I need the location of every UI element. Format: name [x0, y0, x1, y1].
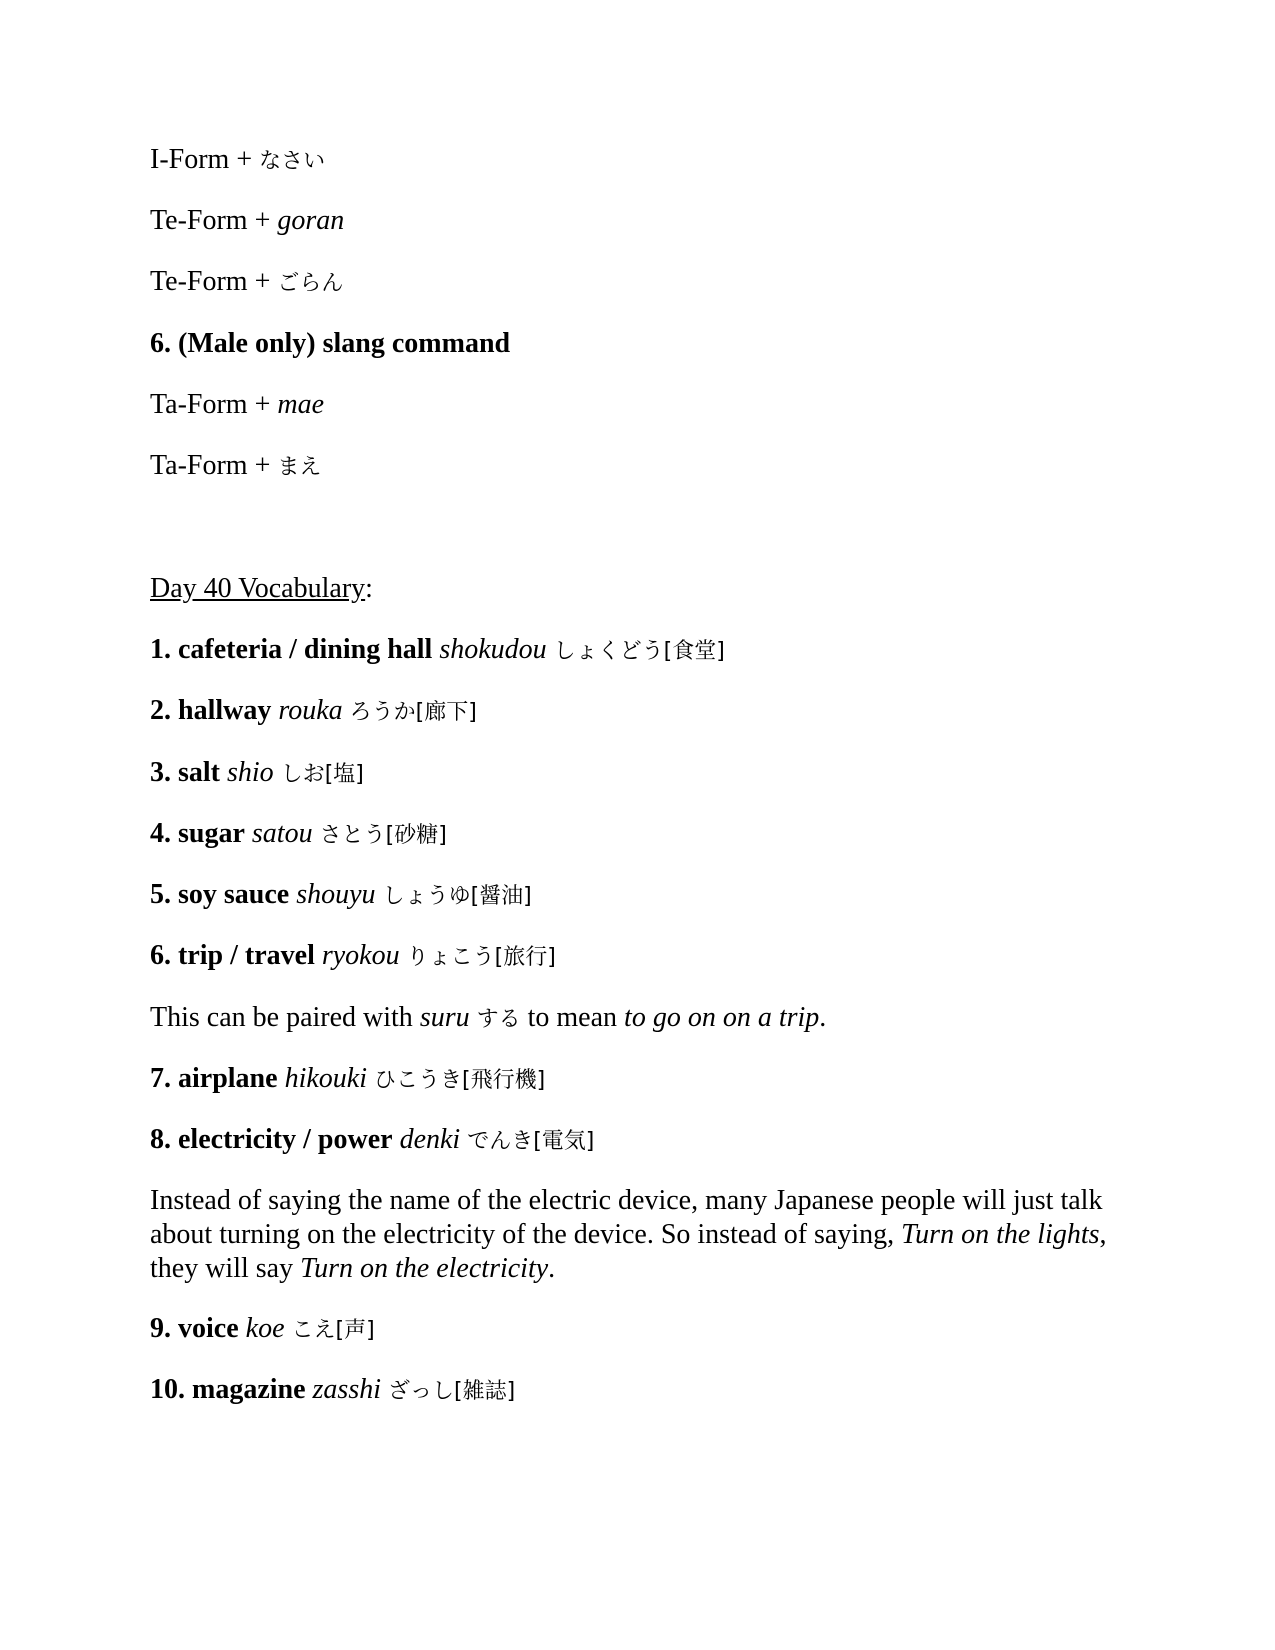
vocab-kana: りょこう [406, 945, 495, 970]
form-label: Ta-Form + [150, 389, 278, 420]
vocab-romaji: rouka [278, 695, 343, 726]
vocab-english: magazine [192, 1374, 306, 1405]
vocab-english: hallway [178, 695, 272, 726]
vocab-english: sugar [178, 818, 245, 849]
form-label: Te-Form + [150, 205, 278, 236]
vocab-romaji: shouyu [296, 879, 376, 910]
vocab-kanji: [旅行] [494, 945, 556, 970]
vocab-kana: しょくどう [553, 639, 664, 664]
vocab-kanji: [食堂] [663, 639, 725, 664]
vocab-item [150, 1373, 515, 1409]
form-kana: なさい [259, 149, 326, 174]
teform-romaji-line [150, 204, 344, 238]
note-text: . [819, 1002, 827, 1033]
vocab-romaji: koe [245, 1313, 285, 1344]
form-kana: まえ [277, 455, 322, 480]
vocab-item [150, 1123, 594, 1159]
vocab-number: 8. [150, 1124, 171, 1155]
vocab-number: 3. [150, 757, 171, 788]
vocab-kanji: [電気] [533, 1129, 595, 1154]
note-example: Turn on the lights [901, 1219, 1100, 1250]
form-romaji: mae [277, 389, 325, 420]
section-heading-6: 6. (Male only) slang command [150, 328, 511, 359]
vocab-item [150, 694, 477, 730]
note-meaning: to go on on a trip [624, 1002, 820, 1033]
vocab-romaji: shokudou [439, 634, 547, 665]
vocab-english: voice [178, 1313, 239, 1344]
vocab-item [150, 633, 725, 669]
vocab-number: 6. [150, 940, 171, 971]
vocab-item [150, 1312, 375, 1348]
vocab-kana: こえ [291, 1318, 336, 1343]
form-label: Ta-Form + [150, 450, 278, 481]
vocab-number: 10. [150, 1374, 185, 1405]
vocab-romaji: satou [251, 818, 313, 849]
vocab-kanji: [雑誌] [454, 1379, 516, 1404]
vocab-kanji: [塩] [324, 762, 364, 787]
vocab-kana: しお [280, 762, 325, 787]
vocab-kana: ひこうき [373, 1068, 462, 1093]
vocab-item [150, 939, 556, 975]
note-example: Turn on the electricity [300, 1253, 549, 1284]
vocab-number: 5. [150, 879, 171, 910]
vocab-number: 9. [150, 1313, 171, 1344]
form-label: I-Form + [150, 144, 260, 175]
note-text: . [548, 1253, 556, 1284]
vocab-kana: ざっし [388, 1379, 455, 1404]
vocab-number: 7. [150, 1063, 171, 1094]
vocab-romaji: shio [227, 757, 274, 788]
vocab-kanji: [飛行機] [462, 1068, 546, 1093]
vocab-kanji: [廊下] [415, 700, 477, 725]
vocab-item [150, 817, 447, 853]
vocab-kanji: [砂糖] [385, 823, 447, 848]
vocab-romaji: hikouki [284, 1063, 367, 1094]
vocab-item [150, 878, 532, 914]
note-text: Instead of saying the name of the electric device, many Japanese people will just talk about turning on the electricity of the device. So instead of saying, [150, 1185, 1103, 1250]
vocab-heading-text: Day 40 Vocabulary [150, 573, 366, 604]
vocab-english: salt [178, 757, 220, 788]
note-kana: する [476, 1007, 521, 1032]
note-text: , they will say [150, 1219, 1107, 1284]
iform-line [150, 143, 325, 179]
taform-romaji-line [150, 388, 324, 422]
form-kana: ごらん [277, 271, 344, 296]
vocab-number: 2. [150, 695, 171, 726]
vocab-kana: さとう [319, 823, 386, 848]
vocab-kana: しょうゆ [382, 884, 471, 909]
note-trip [150, 1001, 826, 1037]
note-romaji: suru [419, 1002, 470, 1033]
vocab-heading-colon: : [365, 573, 373, 604]
vocab-english: trip / travel [178, 940, 315, 971]
vocab-english: airplane [178, 1063, 278, 1094]
vocab-kanji: [声] [335, 1318, 375, 1343]
vocab-kanji: [醤油] [470, 884, 532, 909]
form-romaji: goran [277, 205, 345, 236]
vocab-romaji: zasshi [312, 1374, 381, 1405]
note-text: This can be paired with [150, 1002, 420, 1033]
vocab-romaji: ryokou [321, 940, 400, 971]
taform-kana-line [150, 449, 321, 485]
note-text: to mean [520, 1002, 625, 1033]
vocab-number: 4. [150, 818, 171, 849]
vocab-english: cafeteria / dining hall [178, 634, 433, 665]
vocab-kana: でんき [467, 1129, 534, 1154]
vocab-heading [150, 572, 373, 606]
vocab-item [150, 756, 364, 792]
vocab-romaji: denki [399, 1124, 461, 1155]
teform-kana-line [150, 265, 343, 301]
vocab-item [150, 1062, 545, 1098]
vocab-english: soy sauce [178, 879, 290, 910]
vocab-number: 1. [150, 634, 171, 665]
vocab-english: electricity / power [178, 1124, 393, 1155]
form-label: Te-Form + [150, 266, 278, 297]
note-electricity [150, 1184, 1125, 1286]
vocab-kana: ろうか [349, 700, 416, 725]
